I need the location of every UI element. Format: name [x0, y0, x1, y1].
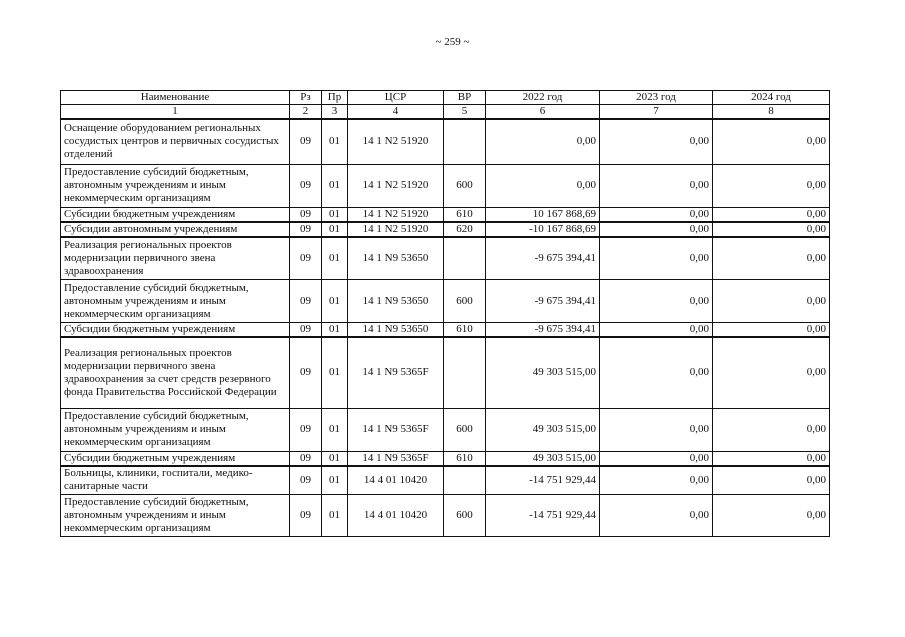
column-number: 2 — [290, 105, 322, 120]
row-value-2023: 0,00 — [600, 408, 713, 451]
row-vr — [444, 466, 486, 495]
row-csr: 14 4 01 10420 — [348, 495, 444, 537]
row-csr: 14 1 N9 5365F — [348, 408, 444, 451]
row-value-2024: 0,00 — [713, 207, 830, 222]
row-pr: 01 — [322, 323, 348, 338]
budget-table — [60, 90, 830, 537]
row-pr: 01 — [322, 207, 348, 222]
row-csr: 14 1 N9 53650 — [348, 280, 444, 323]
row-value-2024: 0,00 — [713, 222, 830, 237]
row-csr: 14 1 N9 5365F — [348, 451, 444, 466]
row-value-2022: -14 751 929,44 — [486, 495, 600, 537]
column-number: 7 — [600, 105, 713, 120]
row-name: Больницы, клиники, госпитали, медико-санитарные части — [61, 466, 290, 495]
row-value-2024: 0,00 — [713, 323, 830, 338]
row-vr: 610 — [444, 207, 486, 222]
row-vr — [444, 337, 486, 408]
row-value-2024: 0,00 — [713, 451, 830, 466]
row-rz: 09 — [290, 466, 322, 495]
table-row — [61, 207, 830, 222]
row-value-2023: 0,00 — [600, 466, 713, 495]
row-vr: 600 — [444, 164, 486, 207]
table-row — [61, 280, 830, 323]
table-row — [61, 451, 830, 466]
column-number: 1 — [61, 105, 290, 120]
row-value-2023: 0,00 — [600, 164, 713, 207]
row-name: Субсидии бюджетным учреждениям — [61, 207, 290, 222]
row-pr: 01 — [322, 222, 348, 237]
header-2023: 2023 год — [600, 91, 713, 105]
row-name: Предоставление субсидий бюджетным, автономным учреждениям и иным некоммерческим организациям — [61, 164, 290, 207]
row-name: Субсидии бюджетным учреждениям — [61, 323, 290, 338]
row-value-2024: 0,00 — [713, 337, 830, 408]
row-pr: 01 — [322, 466, 348, 495]
row-rz: 09 — [290, 323, 322, 338]
row-vr: 610 — [444, 323, 486, 338]
table-header-row — [61, 91, 830, 105]
row-vr: 600 — [444, 280, 486, 323]
row-vr: 620 — [444, 222, 486, 237]
row-rz: 09 — [290, 207, 322, 222]
header-2022: 2022 год — [486, 91, 600, 105]
table-row — [61, 119, 830, 164]
row-value-2022: 0,00 — [486, 164, 600, 207]
row-value-2022: -9 675 394,41 — [486, 237, 600, 280]
row-pr: 01 — [322, 164, 348, 207]
table-row — [61, 222, 830, 237]
table-row — [61, 337, 830, 408]
row-value-2023: 0,00 — [600, 222, 713, 237]
column-number: 6 — [486, 105, 600, 120]
row-pr: 01 — [322, 280, 348, 323]
row-value-2024: 0,00 — [713, 495, 830, 537]
column-number: 4 — [348, 105, 444, 120]
row-csr: 14 1 N2 51920 — [348, 222, 444, 237]
header-pr: Пр — [322, 91, 348, 105]
header-2024: 2024 год — [713, 91, 830, 105]
row-value-2024: 0,00 — [713, 466, 830, 495]
row-value-2024: 0,00 — [713, 237, 830, 280]
row-rz: 09 — [290, 237, 322, 280]
header-name: Наименование — [61, 91, 290, 105]
row-csr: 14 1 N9 53650 — [348, 323, 444, 338]
row-value-2022: 49 303 515,00 — [486, 337, 600, 408]
row-value-2024: 0,00 — [713, 164, 830, 207]
row-name: Оснащение оборудованием региональных сосудистых центров и первичных сосудистых отделений — [61, 119, 290, 164]
row-pr: 01 — [322, 237, 348, 280]
row-rz: 09 — [290, 451, 322, 466]
row-name: Субсидии автономным учреждениям — [61, 222, 290, 237]
row-value-2023: 0,00 — [600, 280, 713, 323]
header-vr: ВР — [444, 91, 486, 105]
row-vr: 600 — [444, 495, 486, 537]
row-name: Реализация региональных проектов модернизации первичного звена здравоохранения за счет средств резервного фонда Правительства Российской Федерации — [61, 337, 290, 408]
header-csr: ЦСР — [348, 91, 444, 105]
row-pr: 01 — [322, 337, 348, 408]
row-csr: 14 1 N9 53650 — [348, 237, 444, 280]
row-vr — [444, 237, 486, 280]
row-pr: 01 — [322, 119, 348, 164]
row-pr: 01 — [322, 451, 348, 466]
row-csr: 14 1 N2 51920 — [348, 207, 444, 222]
row-rz: 09 — [290, 408, 322, 451]
row-value-2023: 0,00 — [600, 495, 713, 537]
row-rz: 09 — [290, 495, 322, 537]
row-rz: 09 — [290, 119, 322, 164]
table-row — [61, 237, 830, 280]
row-pr: 01 — [322, 408, 348, 451]
row-value-2023: 0,00 — [600, 119, 713, 164]
row-name: Предоставление субсидий бюджетным, автономным учреждениям и иным некоммерческим организациям — [61, 408, 290, 451]
row-value-2024: 0,00 — [713, 119, 830, 164]
row-vr: 600 — [444, 408, 486, 451]
row-csr: 14 4 01 10420 — [348, 466, 444, 495]
header-rz: Рз — [290, 91, 322, 105]
row-value-2023: 0,00 — [600, 237, 713, 280]
row-value-2024: 0,00 — [713, 280, 830, 323]
row-name: Субсидии бюджетным учреждениям — [61, 451, 290, 466]
column-number: 8 — [713, 105, 830, 120]
row-vr — [444, 119, 486, 164]
row-csr: 14 1 N2 51920 — [348, 119, 444, 164]
row-name: Реализация региональных проектов модернизации первичного звена здравоохранения — [61, 237, 290, 280]
row-value-2023: 0,00 — [600, 323, 713, 338]
column-number: 3 — [322, 105, 348, 120]
row-value-2022: -14 751 929,44 — [486, 466, 600, 495]
table-body — [61, 119, 830, 537]
table-row — [61, 466, 830, 495]
row-value-2023: 0,00 — [600, 337, 713, 408]
row-rz: 09 — [290, 280, 322, 323]
row-rz: 09 — [290, 164, 322, 207]
row-value-2022: 49 303 515,00 — [486, 451, 600, 466]
row-csr: 14 1 N9 5365F — [348, 337, 444, 408]
row-value-2022: -9 675 394,41 — [486, 280, 600, 323]
row-value-2022: 0,00 — [486, 119, 600, 164]
row-rz: 09 — [290, 222, 322, 237]
table-row — [61, 408, 830, 451]
row-pr: 01 — [322, 495, 348, 537]
row-value-2022: -9 675 394,41 — [486, 323, 600, 338]
row-value-2022: 10 167 868,69 — [486, 207, 600, 222]
table-row — [61, 323, 830, 338]
table-row — [61, 164, 830, 207]
row-value-2023: 0,00 — [600, 207, 713, 222]
table-row — [61, 495, 830, 537]
row-rz: 09 — [290, 337, 322, 408]
row-name: Предоставление субсидий бюджетным, автономным учреждениям и иным некоммерческим организациям — [61, 495, 290, 537]
row-name: Предоставление субсидий бюджетным, автономным учреждениям и иным некоммерческим организациям — [61, 280, 290, 323]
column-number: 5 — [444, 105, 486, 120]
page-number: ~ 259 ~ — [435, 36, 470, 48]
row-value-2023: 0,00 — [600, 451, 713, 466]
row-vr: 610 — [444, 451, 486, 466]
row-value-2024: 0,00 — [713, 408, 830, 451]
row-value-2022: 49 303 515,00 — [486, 408, 600, 451]
column-number-row — [61, 105, 830, 120]
row-csr: 14 1 N2 51920 — [348, 164, 444, 207]
row-value-2022: -10 167 868,69 — [486, 222, 600, 237]
